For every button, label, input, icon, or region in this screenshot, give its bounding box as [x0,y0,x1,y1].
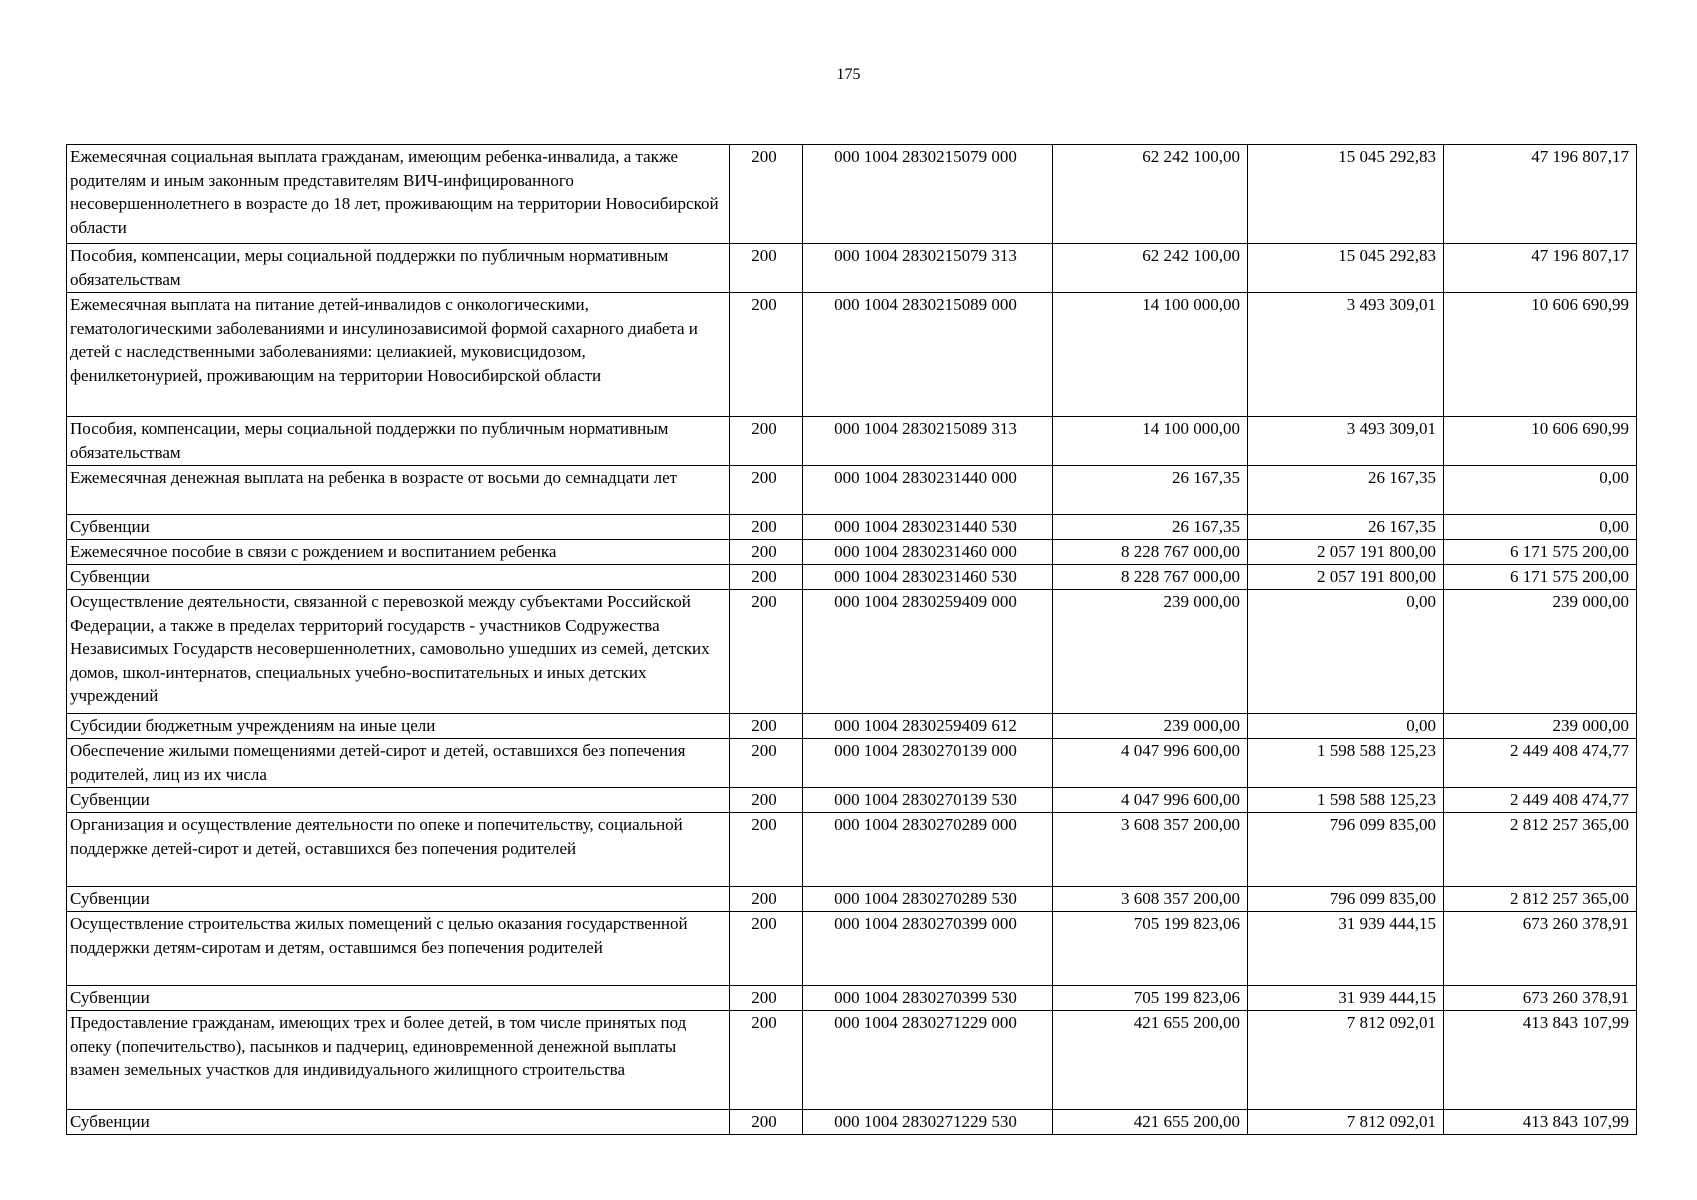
unexecuted-amount-cell: 239 000,00 [1444,590,1637,714]
approved-amount-cell: 239 000,00 [1053,714,1248,739]
approved-amount-cell: 4 047 996 600,00 [1053,739,1248,788]
executed-amount-cell: 15 045 292,83 [1248,145,1444,244]
expense-name-cell: Субвенции [67,986,730,1011]
classification-code-cell: 000 1004 2830270399 530 [803,986,1053,1011]
unexecuted-amount-cell: 2 812 257 365,00 [1444,813,1637,887]
admin-code-cell: 200 [730,244,803,293]
expense-name-cell: Ежемесячное пособие в связи с рождением и воспитанием ребенка [67,540,730,565]
table-row [67,515,1637,540]
expense-name-cell: Предоставление гражданам, имеющих трех и более детей, в том числе принятых под опеку (попечительство), пасынков и падчериц, единовременной денежной выплаты взамен земельных участков для индивидуального жилищного строительства [67,1011,730,1110]
admin-code-cell: 200 [730,714,803,739]
admin-code-cell: 200 [730,887,803,912]
classification-code-cell: 000 1004 2830215089 313 [803,417,1053,466]
classification-code-cell: 000 1004 2830259409 000 [803,590,1053,714]
classification-code-cell: 000 1004 2830270289 000 [803,813,1053,887]
classification-code-cell: 000 1004 2830259409 612 [803,714,1053,739]
admin-code-cell: 200 [730,739,803,788]
executed-amount-cell: 7 812 092,01 [1248,1011,1444,1110]
admin-code-cell: 200 [730,590,803,714]
executed-amount-cell: 15 045 292,83 [1248,244,1444,293]
executed-amount-cell: 26 167,35 [1248,466,1444,515]
table-row [67,986,1637,1011]
approved-amount-cell: 421 655 200,00 [1053,1110,1248,1135]
approved-amount-cell: 8 228 767 000,00 [1053,565,1248,590]
approved-amount-cell: 8 228 767 000,00 [1053,540,1248,565]
unexecuted-amount-cell: 2 812 257 365,00 [1444,887,1637,912]
expense-name-cell: Осуществление деятельности, связанной с перевозкой между субъектами Российской Федерации, а также в пределах территорий государств - участников Содружества Независимых Государств несовершеннолетних, самовольно ушедших из семей, детских домов, школ-интернатов, специальных учебно-воспитательных и иных детских учреждений [67,590,730,714]
table-row [67,145,1637,244]
admin-code-cell: 200 [730,417,803,466]
unexecuted-amount-cell: 673 260 378,91 [1444,986,1637,1011]
executed-amount-cell: 796 099 835,00 [1248,887,1444,912]
unexecuted-amount-cell: 47 196 807,17 [1444,145,1637,244]
table-row [67,714,1637,739]
expense-name-cell: Пособия, компенсации, меры социальной поддержки по публичным нормативным обязательствам [67,244,730,293]
executed-amount-cell: 3 493 309,01 [1248,293,1444,417]
classification-code-cell: 000 1004 2830270139 530 [803,788,1053,813]
unexecuted-amount-cell: 413 843 107,99 [1444,1011,1637,1110]
table-row [67,417,1637,466]
unexecuted-amount-cell: 2 449 408 474,77 [1444,739,1637,788]
unexecuted-amount-cell: 673 260 378,91 [1444,912,1637,986]
unexecuted-amount-cell: 0,00 [1444,515,1637,540]
table-row [67,540,1637,565]
classification-code-cell: 000 1004 2830271229 530 [803,1110,1053,1135]
table-row [67,912,1637,986]
executed-amount-cell: 796 099 835,00 [1248,813,1444,887]
expense-name-cell: Организация и осуществление деятельности по опеке и попечительству, социальной поддержке детей-сирот и детей, оставшихся без попечения родителей [67,813,730,887]
approved-amount-cell: 62 242 100,00 [1053,244,1248,293]
expense-name-cell: Ежемесячная социальная выплата гражданам, имеющим ребенка-инвалида, а также родителям и иным законным представителям ВИЧ-инфицированного несовершеннолетнего в возрасте до 18 лет, проживающим на территории Новосибирской области [67,145,730,244]
expense-name-cell: Субвенции [67,515,730,540]
admin-code-cell: 200 [730,293,803,417]
approved-amount-cell: 239 000,00 [1053,590,1248,714]
approved-amount-cell: 3 608 357 200,00 [1053,813,1248,887]
expense-name-cell: Обеспечение жилыми помещениями детей-сирот и детей, оставшихся без попечения родителей, лиц из их числа [67,739,730,788]
classification-code-cell: 000 1004 2830271229 000 [803,1011,1053,1110]
executed-amount-cell: 1 598 588 125,23 [1248,788,1444,813]
approved-amount-cell: 705 199 823,06 [1053,912,1248,986]
classification-code-cell: 000 1004 2830215079 313 [803,244,1053,293]
classification-code-cell: 000 1004 2830215079 000 [803,145,1053,244]
admin-code-cell: 200 [730,515,803,540]
approved-amount-cell: 14 100 000,00 [1053,293,1248,417]
executed-amount-cell: 0,00 [1248,590,1444,714]
executed-amount-cell: 31 939 444,15 [1248,986,1444,1011]
admin-code-cell: 200 [730,986,803,1011]
executed-amount-cell: 1 598 588 125,23 [1248,739,1444,788]
approved-amount-cell: 62 242 100,00 [1053,145,1248,244]
unexecuted-amount-cell: 413 843 107,99 [1444,1110,1637,1135]
unexecuted-amount-cell: 10 606 690,99 [1444,417,1637,466]
table-row [67,244,1637,293]
classification-code-cell: 000 1004 2830231460 000 [803,540,1053,565]
expense-name-cell: Субвенции [67,887,730,912]
table-row [67,466,1637,515]
classification-code-cell: 000 1004 2830270399 000 [803,912,1053,986]
unexecuted-amount-cell: 0,00 [1444,466,1637,515]
admin-code-cell: 200 [730,813,803,887]
table-row [67,565,1637,590]
executed-amount-cell: 31 939 444,15 [1248,912,1444,986]
executed-amount-cell: 3 493 309,01 [1248,417,1444,466]
unexecuted-amount-cell: 10 606 690,99 [1444,293,1637,417]
expense-name-cell: Пособия, компенсации, меры социальной поддержки по публичным нормативным обязательствам [67,417,730,466]
classification-code-cell: 000 1004 2830231440 530 [803,515,1053,540]
classification-code-cell: 000 1004 2830231460 530 [803,565,1053,590]
admin-code-cell: 200 [730,565,803,590]
executed-amount-cell: 2 057 191 800,00 [1248,540,1444,565]
approved-amount-cell: 26 167,35 [1053,466,1248,515]
unexecuted-amount-cell: 47 196 807,17 [1444,244,1637,293]
approved-amount-cell: 14 100 000,00 [1053,417,1248,466]
admin-code-cell: 200 [730,1110,803,1135]
expense-name-cell: Субвенции [67,788,730,813]
table-row [67,293,1637,417]
table-row [67,1110,1637,1135]
table-row [67,1011,1637,1110]
table-row [67,788,1637,813]
approved-amount-cell: 421 655 200,00 [1053,1011,1248,1110]
approved-amount-cell: 3 608 357 200,00 [1053,887,1248,912]
expense-name-cell: Субвенции [67,1110,730,1135]
classification-code-cell: 000 1004 2830270289 530 [803,887,1053,912]
classification-code-cell: 000 1004 2830215089 000 [803,293,1053,417]
executed-amount-cell: 26 167,35 [1248,515,1444,540]
admin-code-cell: 200 [730,466,803,515]
expense-name-cell: Ежемесячная денежная выплата на ребенка в возрасте от восьми до семнадцати лет [67,466,730,515]
table-row [67,590,1637,714]
expense-name-cell: Осуществление строительства жилых помещений с целью оказания государственной поддержки детям-сиротам и детям, оставшимся без попечения родителей [67,912,730,986]
table-row [67,887,1637,912]
unexecuted-amount-cell: 2 449 408 474,77 [1444,788,1637,813]
admin-code-cell: 200 [730,912,803,986]
unexecuted-amount-cell: 6 171 575 200,00 [1444,540,1637,565]
admin-code-cell: 200 [730,788,803,813]
approved-amount-cell: 26 167,35 [1053,515,1248,540]
admin-code-cell: 200 [730,540,803,565]
approved-amount-cell: 4 047 996 600,00 [1053,788,1248,813]
table-row [67,739,1637,788]
executed-amount-cell: 7 812 092,01 [1248,1110,1444,1135]
expense-name-cell: Субвенции [67,565,730,590]
classification-code-cell: 000 1004 2830270139 000 [803,739,1053,788]
table-row [67,813,1637,887]
admin-code-cell: 200 [730,1011,803,1110]
executed-amount-cell: 2 057 191 800,00 [1248,565,1444,590]
admin-code-cell: 200 [730,145,803,244]
unexecuted-amount-cell: 239 000,00 [1444,714,1637,739]
unexecuted-amount-cell: 6 171 575 200,00 [1444,565,1637,590]
approved-amount-cell: 705 199 823,06 [1053,986,1248,1011]
classification-code-cell: 000 1004 2830231440 000 [803,466,1053,515]
executed-amount-cell: 0,00 [1248,714,1444,739]
expense-name-cell: Субсидии бюджетным учреждениям на иные цели [67,714,730,739]
budget-execution-table [66,144,1637,1135]
page-number: 175 [836,66,861,83]
expense-name-cell: Ежемесячная выплата на питание детей-инвалидов с онкологическими, гематологическими заболеваниями и инсулинозависимой формой сахарного диабета и детей с наследственными заболеваниями: целиакией, муковисцидозом, фенилкетонурией, проживающим на территории Новосибирской области [67,293,730,417]
